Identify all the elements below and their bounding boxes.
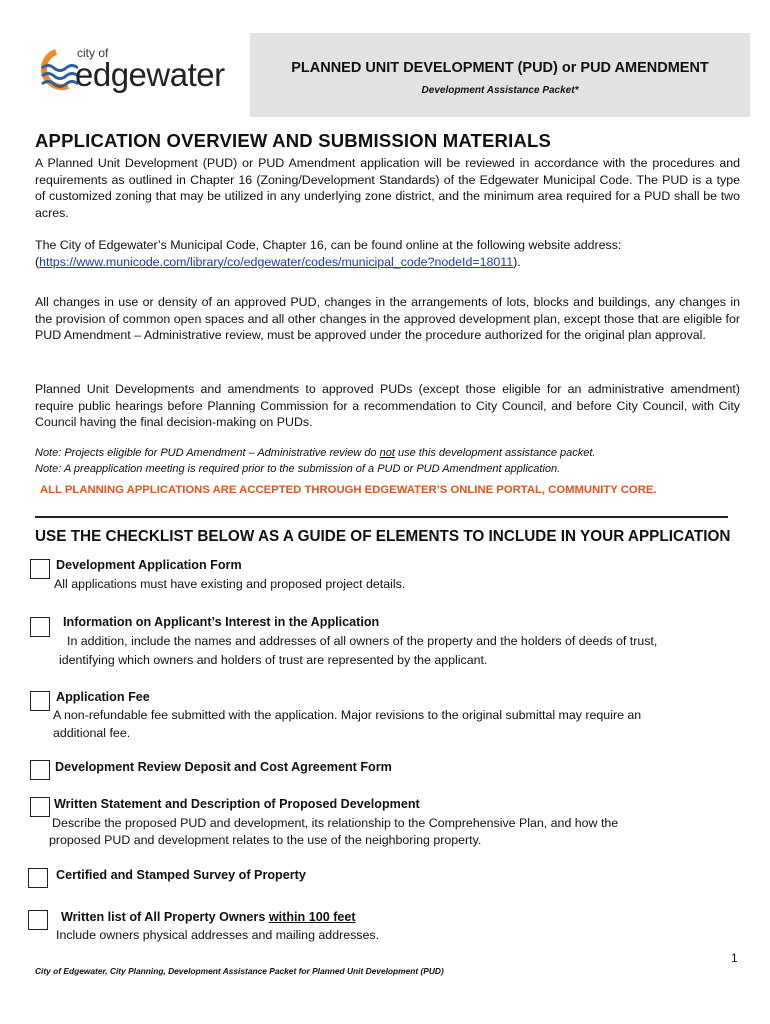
link-paren-open: (: [35, 254, 40, 269]
checkbox-application-form[interactable]: [30, 559, 50, 579]
item-desc-property-owners: Include owners physical addresses and mailing addresses.: [56, 928, 380, 942]
link-paren-close: ).: [513, 254, 521, 269]
item-title-application-form: Development Application Form: [56, 558, 242, 572]
item-desc-application-fee-1: A non-refundable fee submitted with the application. Major revisions to the original submittal may require an: [53, 708, 642, 722]
property-owners-title-b: within 100 feet: [268, 910, 356, 924]
item-desc-application-fee-2: additional fee.: [53, 726, 131, 740]
item-title-application-fee: Application Fee: [56, 690, 150, 704]
page-number: 1: [731, 951, 738, 965]
overview-paragraph-3: All changes in use or density of an approved PUD, changes in the arrangements of lots, blocks and buildings, any changes in the provision of common open spaces and all other changes in the approved development plan, except those that are eligible for PUD Amendment – Administrative review, must be approved under the procedure authorized for the original plan approval.: [35, 295, 740, 343]
section-divider: [35, 516, 728, 518]
note1-text-c: use this development assistance packet.: [394, 447, 596, 459]
municode-link[interactable]: https://www.municode.com/library/co/edgewater/codes/municipal_code?nodeId=18011: [39, 254, 514, 269]
item-desc-applicant-interest-2: identifying which owners and holders of trust are represented by the applicant.: [59, 653, 488, 667]
note1-text-a: Note: Projects eligible for PUD Amendment – Administrative review do: [35, 447, 380, 459]
overview-paragraph-2: [35, 237, 740, 270]
checkbox-written-statement[interactable]: [30, 797, 50, 817]
document-subtitle: Development Assistance Packet*: [421, 85, 579, 96]
checkbox-survey[interactable]: [28, 868, 48, 888]
document-title: PLANNED UNIT DEVELOPMENT (PUD) or PUD AMENDMENT: [291, 60, 709, 76]
header-banner: [250, 33, 750, 117]
item-title-written-statement: Written Statement and Description of Proposed Development: [54, 797, 420, 811]
checkbox-applicant-interest[interactable]: [30, 617, 50, 637]
logo-name: edgewater: [75, 56, 225, 93]
checkbox-property-owners[interactable]: [28, 910, 48, 930]
note1-text-not: not: [379, 447, 395, 459]
checkbox-review-deposit[interactable]: [30, 760, 50, 780]
overview-paragraph-4: Planned Unit Developments and amendments to approved PUDs (except those eligible for an administrative amendment) require public hearings before Planning Commission for a recommendation to City Council, and before City Council, with City Council having the final decision-making on PUDs.: [35, 382, 740, 430]
item-desc-application-form: All applications must have existing and proposed project details.: [54, 577, 406, 591]
note-preapplication: Note: A preapplication meeting is required prior to the submission of a PUD or PUD Amendment application.: [35, 463, 561, 475]
page-footer: City of Edgewater, City Planning, Development Assistance Packet for Planned Unit Development (PUD): [35, 966, 444, 976]
item-title-property-owners: [61, 910, 356, 924]
overview-paragraph-1: A Planned Unit Development (PUD) or PUD Amendment application will be reviewed in accordance with the procedures and requirements as outlined in Chapter 16 (Zoning/Development Standards) of the Edgewater Municipal Code. The PUD is a type of customized zoning that may be utilized in any underlying zone district, and the minimum area required for a PUD shall be two acres.: [35, 156, 740, 220]
waves-icon: [30, 46, 78, 98]
item-title-applicant-interest: Information on Applicant’s Interest in the Application: [63, 615, 380, 629]
overview-heading: APPLICATION OVERVIEW AND SUBMISSION MATERIALS: [35, 130, 552, 151]
portal-notice: ALL PLANNING APPLICATIONS ARE ACCEPTED THROUGH EDGEWATER’S ONLINE PORTAL, COMMUNITY CORE.: [40, 484, 657, 496]
checkbox-application-fee[interactable]: [30, 691, 50, 711]
municode-intro: The City of Edgewater’s Municipal Code, Chapter 16, can be found online at the following website address:: [35, 238, 622, 252]
note-administrative: [35, 446, 740, 461]
logo-city-of: city of: [77, 46, 109, 60]
checklist-heading: USE THE CHECKLIST BELOW AS A GUIDE OF ELEMENTS TO INCLUDE IN YOUR APPLICATION: [35, 528, 731, 545]
item-desc-written-statement-2: proposed PUD and development relates to the use of the neighboring property.: [49, 833, 482, 847]
property-owners-title-a: Written list of All Property Owners: [61, 910, 269, 924]
item-desc-applicant-interest-1: In addition, include the names and addresses of all owners of the property and the holders of deeds of trust,: [67, 634, 658, 648]
item-title-survey: Certified and Stamped Survey of Property: [56, 868, 306, 882]
item-desc-written-statement-1: Describe the proposed PUD and development, its relationship to the Comprehensive Plan, and how the: [52, 816, 619, 830]
city-logo: [30, 42, 245, 104]
item-title-review-deposit: Development Review Deposit and Cost Agreement Form: [55, 760, 392, 774]
